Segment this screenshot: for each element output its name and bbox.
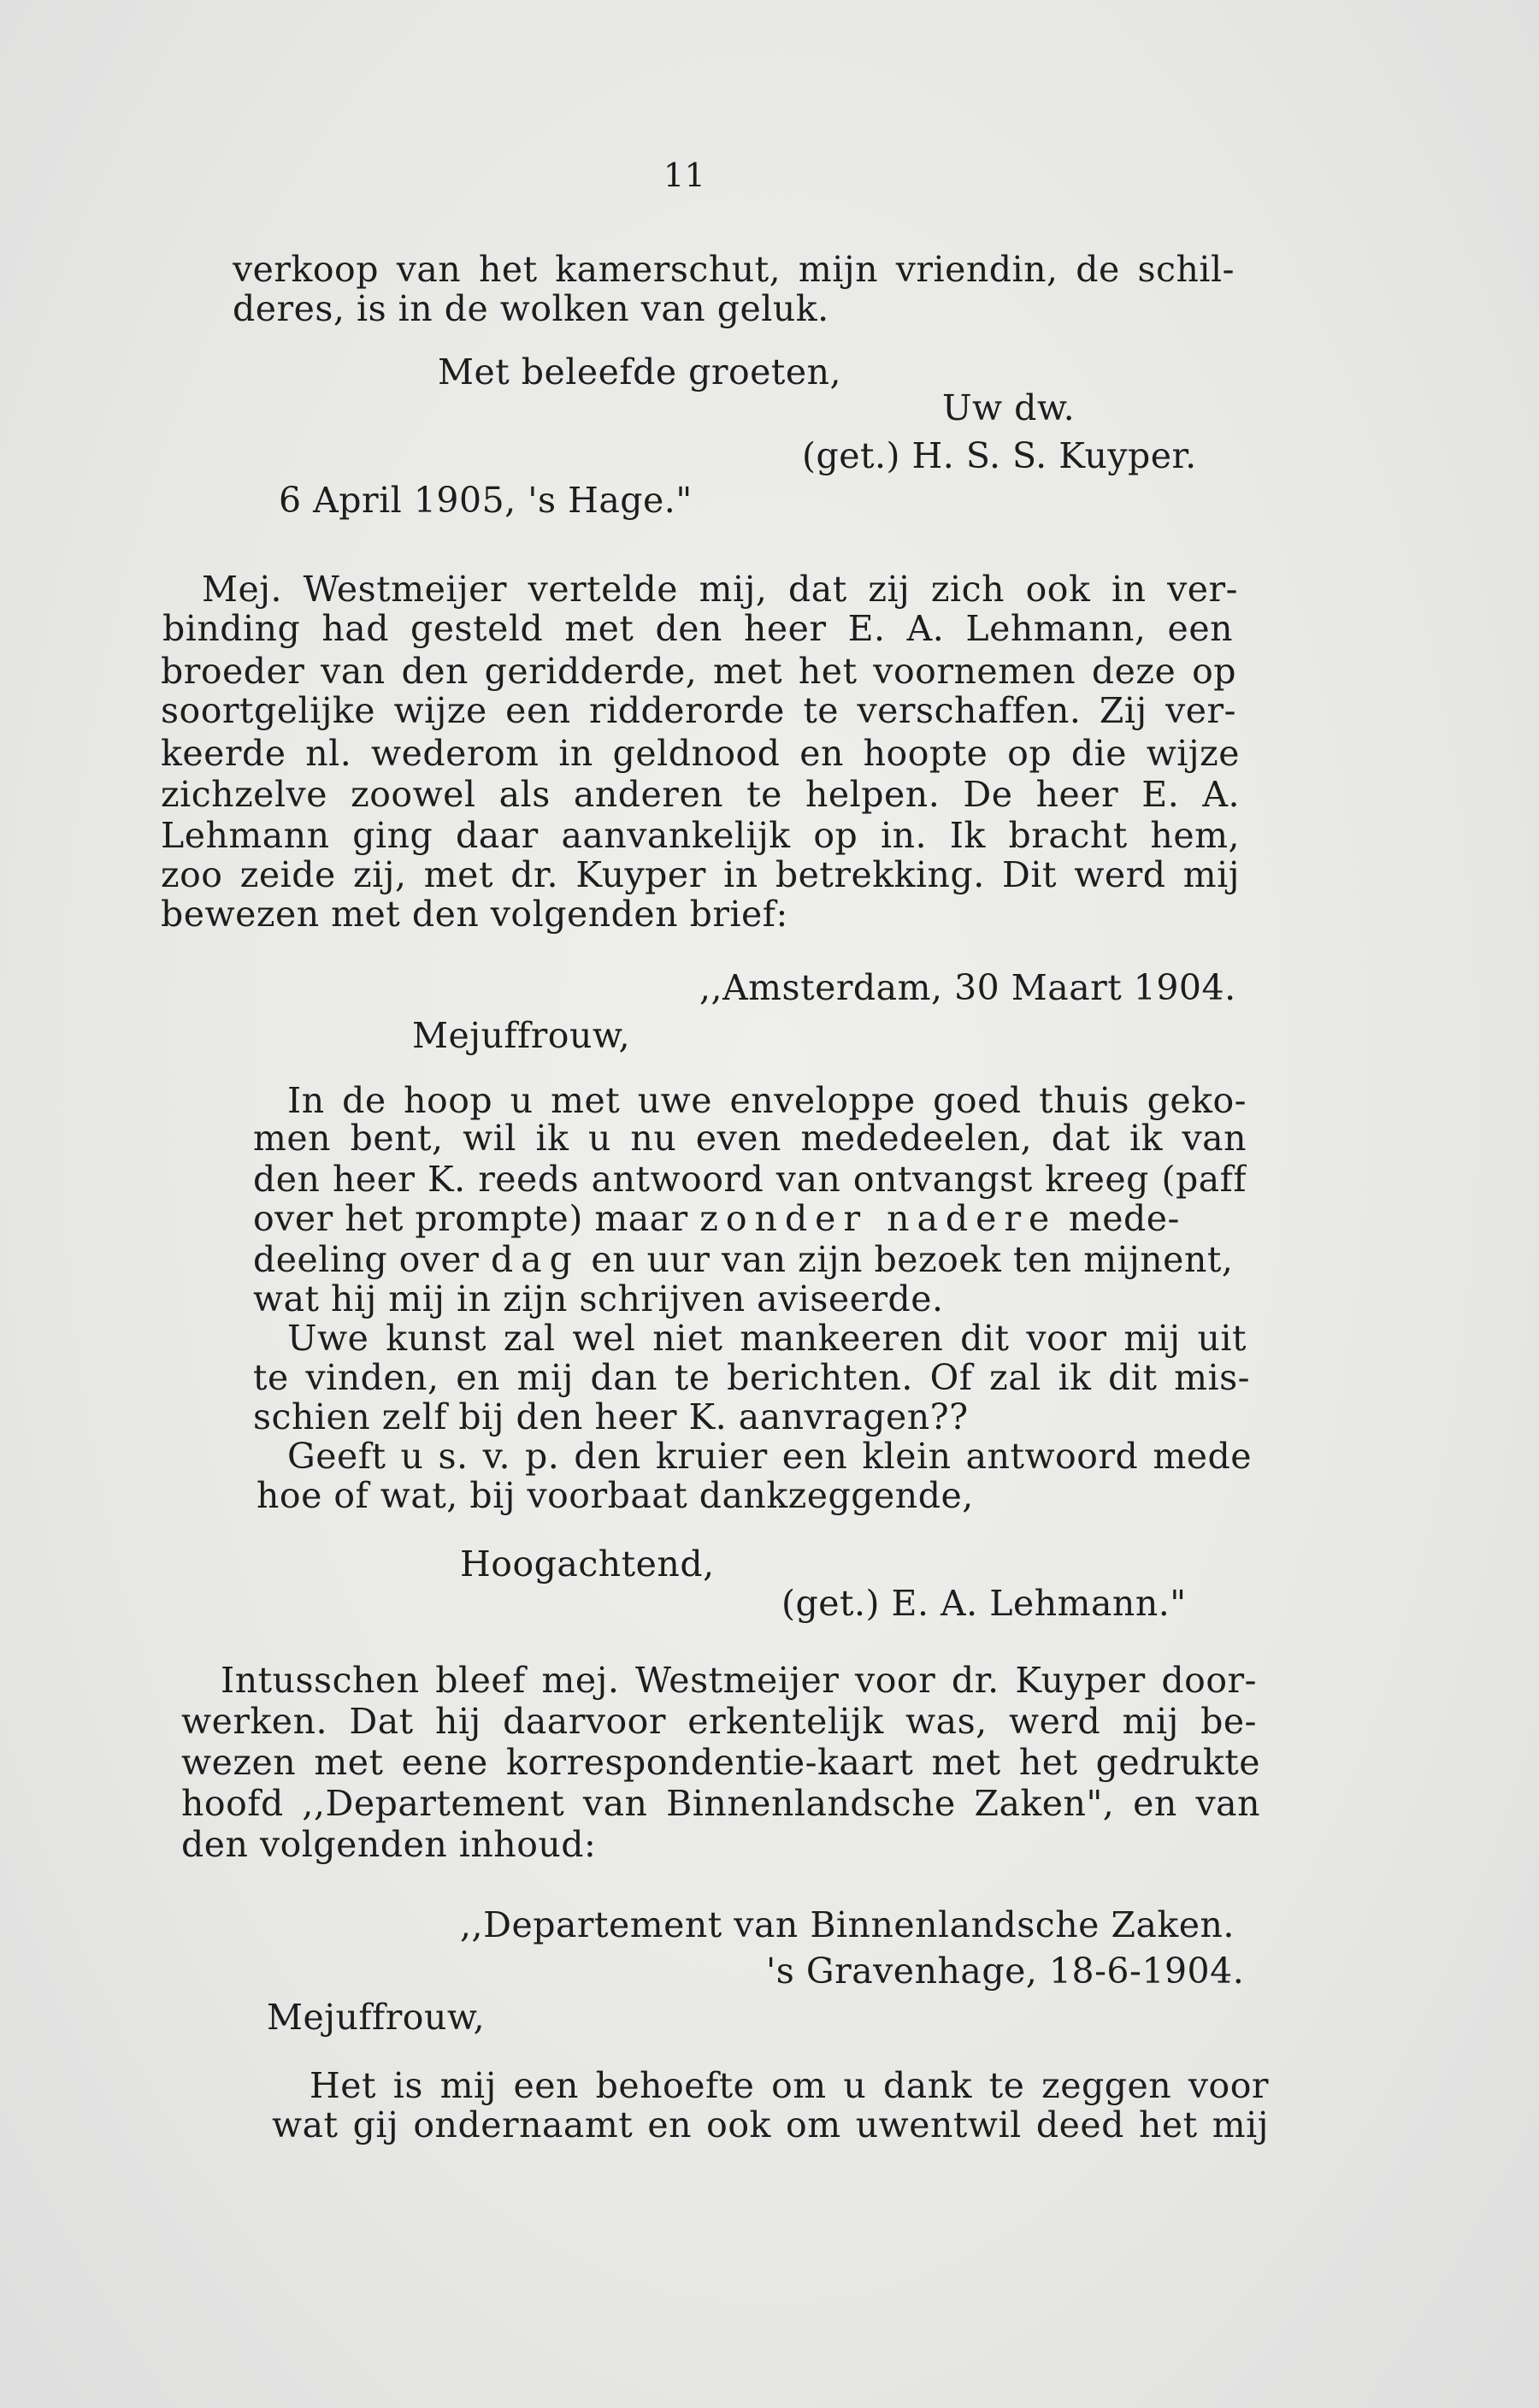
letter-salutation: Mejuffrouw, xyxy=(412,1015,631,1056)
emphasized-text: dag xyxy=(490,1239,580,1280)
text-segment: en uur van zijn bezoek ten mijnent, xyxy=(579,1239,1234,1280)
text-line: Uwe kunst zal wel niet mankeeren dit voor mij uit xyxy=(287,1318,1247,1359)
text-line: deres, is in de wolken van geluk. xyxy=(233,288,829,329)
text-line: men bent, wil ik u nu even mededeelen, dat ik van xyxy=(253,1118,1247,1159)
text-line: schien zelf bij den heer K. aanvragen?? xyxy=(253,1396,969,1437)
text-line: zichzelve zoowel als anderen te helpen. De heer E. A. xyxy=(161,774,1240,815)
text-line: In de hoop u met uwe enveloppe goed thuis geko- xyxy=(287,1080,1247,1121)
closing-greeting: Met beleefde groeten, xyxy=(438,351,842,392)
letter-salutation: Mejuffrouw, xyxy=(267,1997,486,2038)
text-line: Lehmann ging daar aanvankelijk op in. Ik bracht hem, xyxy=(161,815,1240,856)
text-line: te vinden, en mij dan te berichten. Of zal ik dit mis- xyxy=(253,1357,1250,1398)
signature: (get.) E. A. Lehmann." xyxy=(781,1583,1187,1624)
text-line: binding had gesteld met den heer E. A. Lehmann, een xyxy=(162,608,1233,649)
text-segment: deeling over xyxy=(253,1239,491,1280)
closing-uw: Uw dw. xyxy=(942,387,1076,428)
text-line: Het is mij een behoefte om u dank te zeggen voor xyxy=(310,2065,1269,2106)
text-line: hoofd ,,Departement van Binnenlandsche Zaken", en van xyxy=(181,1783,1260,1824)
letter-closing: Hoogachtend, xyxy=(460,1543,715,1585)
text-line: zoo zeide zij, met dr. Kuyper in betrekking. Dit werd mij xyxy=(161,854,1240,895)
text-line: soortgelijke wijze een ridderorde te verschaffen. Zij ver- xyxy=(161,690,1236,731)
text-line: broeder van den geridderde, met het voornemen deze op xyxy=(161,651,1236,692)
letter-place-date: 's Gravenhage, 18-6-1904. xyxy=(766,1951,1245,1992)
text-line: verkoop van het kamerschut, mijn vriendin, de schil- xyxy=(233,249,1235,290)
emphasized-text: zonder nadere xyxy=(699,1198,1058,1239)
text-segment: over het prompte) maar xyxy=(253,1198,700,1239)
page-number: 11 xyxy=(663,156,706,194)
text-line: keerde nl. wederom in geldnood en hoopte op die wijze xyxy=(161,733,1240,774)
text-line xyxy=(253,1197,1247,1240)
text-line: wezen met eene korrespondentie-kaart met het gedrukte xyxy=(181,1742,1260,1783)
text-line: wat hij mij in zijn schrijven aviseerde. xyxy=(253,1278,944,1319)
text-line: Intusschen bleef mej. Westmeijer voor dr. Kuyper door- xyxy=(221,1660,1257,1701)
text-line: Mej. Westmeijer vertelde mij, dat zij zich ook in ver- xyxy=(202,569,1238,610)
text-segment: mede- xyxy=(1057,1198,1180,1239)
letter-header: ,,Departement van Binnenlandsche Zaken. xyxy=(460,1904,1235,1945)
text-line xyxy=(253,1238,1247,1281)
text-line: hoe of wat, bij voorbaat dankzeggende, xyxy=(256,1475,974,1516)
text-line: wat gij ondernaamt en ook om uwentwil deed het mij xyxy=(272,2104,1269,2145)
letter-place-date: ,,Amsterdam, 30 Maart 1904. xyxy=(699,967,1236,1008)
text-line: den volgenden inhoud: xyxy=(181,1824,597,1865)
text-line: werken. Dat hij daarvoor erkentelijk was, werd mij be- xyxy=(181,1701,1257,1742)
signature: (get.) H. S. S. Kuyper. xyxy=(802,435,1197,476)
text-line: bewezen met den volgenden brief: xyxy=(161,894,788,935)
text-line: Geeft u s. v. p. den kruier een klein antwoord mede xyxy=(287,1436,1252,1477)
text-line: den heer K. reeds antwoord van ontvangst kreeg (paff xyxy=(253,1159,1247,1200)
letter-date: 6 April 1905, 's Hage." xyxy=(279,480,693,521)
